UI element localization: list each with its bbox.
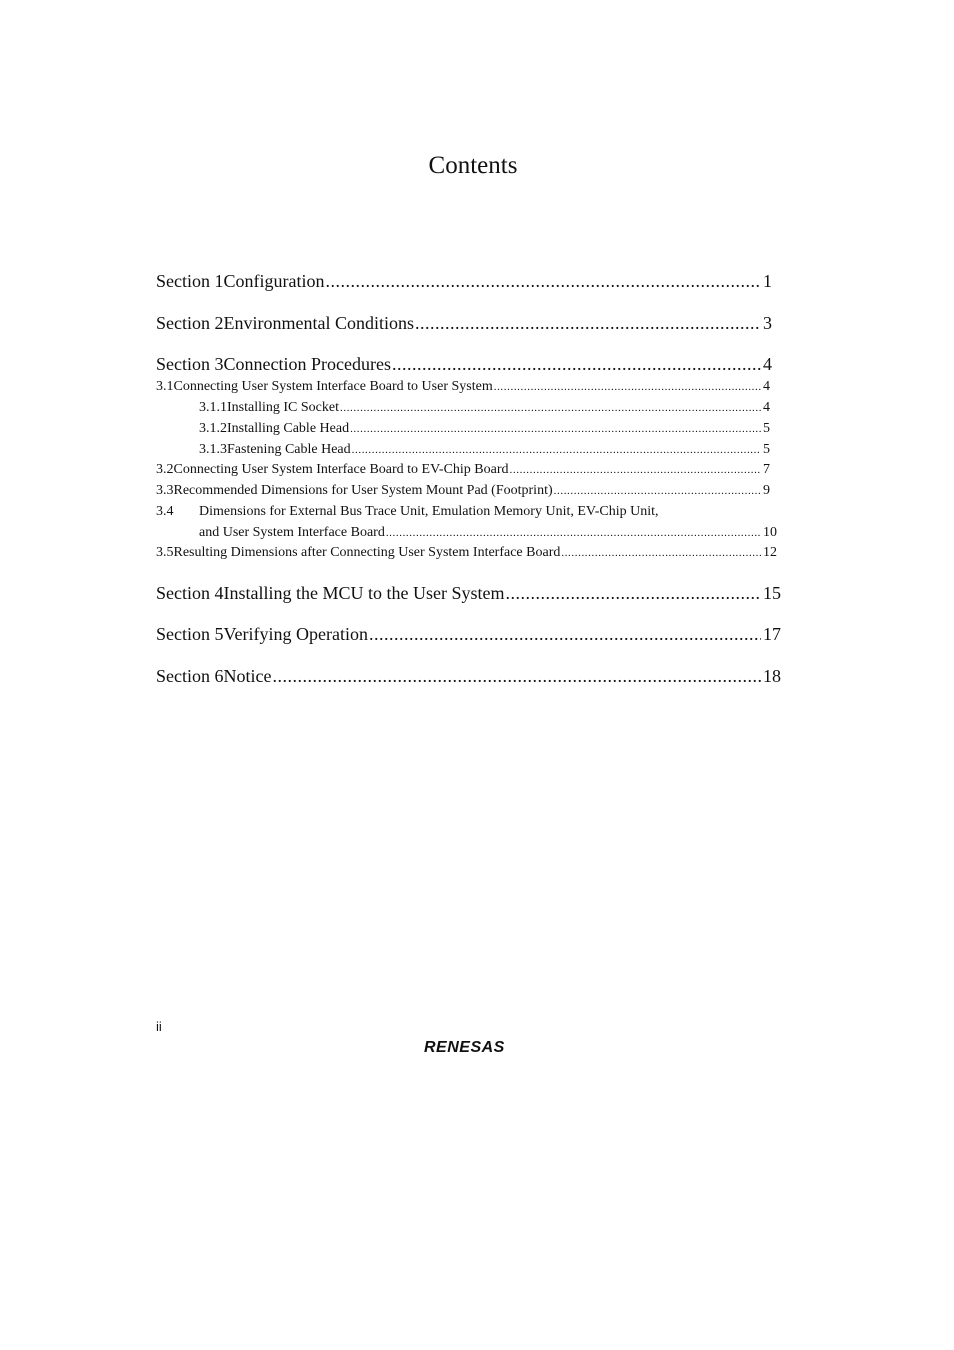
leader-dots xyxy=(340,400,761,416)
toc-entry-section-1[interactable] xyxy=(156,271,781,292)
toc-label: Connecting User System Interface Board to User System xyxy=(173,379,493,394)
leader-dots xyxy=(415,313,761,334)
toc-entry-section-5[interactable] xyxy=(156,624,781,645)
leader-dots xyxy=(352,442,761,458)
toc-page: 17 xyxy=(763,624,781,644)
toc-label: Installing the MCU to the User System xyxy=(223,583,505,603)
toc-page: 12 xyxy=(763,545,777,560)
toc-label: Connecting User System Interface Board to EV-Chip Board xyxy=(173,462,509,477)
leader-dots xyxy=(392,354,761,375)
toc-page: 9 xyxy=(763,483,770,498)
toc-entry-3-1-3[interactable] xyxy=(156,442,781,458)
toc-label: Installing IC Socket xyxy=(227,400,339,415)
leader-dots xyxy=(554,483,761,499)
toc-entry-3-1-1[interactable] xyxy=(156,400,781,416)
toc-label: Environmental Conditions xyxy=(223,313,414,333)
toc-page: 4 xyxy=(763,400,770,415)
page-title: Contents xyxy=(428,152,518,179)
toc-label: Recommended Dimensions for User System Mount Pad (Footprint) xyxy=(173,483,553,498)
toc-number: Section 5 xyxy=(156,624,224,644)
renesas-logo xyxy=(424,1036,524,1056)
toc-entry-3-1-2[interactable] xyxy=(156,421,781,437)
toc-number: 3.4 xyxy=(156,504,174,519)
toc-number: 3.5 xyxy=(156,545,174,560)
toc-number: 3.1.1 xyxy=(199,400,227,415)
toc-number: Section 1 xyxy=(156,271,224,291)
toc-label: Configuration xyxy=(223,271,325,291)
toc-page: 18 xyxy=(763,666,781,686)
leader-dots xyxy=(350,421,761,437)
toc-page: 5 xyxy=(763,442,770,457)
toc-entry-section-4[interactable] xyxy=(156,583,781,604)
toc-label: and User System Interface Board xyxy=(199,525,385,540)
toc-entry-section-6[interactable] xyxy=(156,666,781,687)
toc-number: Section 2 xyxy=(156,313,224,333)
toc-label: Fastening Cable Head xyxy=(227,442,351,457)
leader-dots xyxy=(272,666,761,687)
toc-number: Section 6 xyxy=(156,666,224,686)
toc-page: 15 xyxy=(763,583,781,603)
toc-page: 5 xyxy=(763,421,770,436)
toc-entry-section-3[interactable] xyxy=(156,354,781,375)
page-number: ii xyxy=(156,1019,162,1034)
leader-dots xyxy=(369,624,761,645)
toc-label: Verifying Operation xyxy=(223,624,368,644)
toc-page: 10 xyxy=(763,525,777,540)
toc-entry-section-2[interactable] xyxy=(156,313,781,334)
toc-number: 3.2 xyxy=(156,462,174,477)
toc-label: Installing Cable Head xyxy=(227,421,350,436)
leader-dots xyxy=(561,545,761,561)
toc-entry-3-5[interactable] xyxy=(156,545,781,561)
logo-text: RENESAS xyxy=(424,1039,505,1056)
toc-page: 7 xyxy=(763,462,770,477)
toc-number: 3.1 xyxy=(156,379,174,394)
toc-label: Dimensions for External Bus Trace Unit, Emulation Memory Unit, EV-Chip Unit, xyxy=(199,504,659,519)
toc-entry-3-3[interactable] xyxy=(156,483,781,499)
toc-entry-3-2[interactable] xyxy=(156,462,781,478)
leader-dots xyxy=(505,583,761,604)
toc-page: 3 xyxy=(763,313,772,333)
leader-dots xyxy=(494,379,761,395)
toc-page: 1 xyxy=(763,271,772,291)
leader-dots xyxy=(510,462,761,478)
toc-number: 3.1.2 xyxy=(199,421,227,436)
toc-number: 3.1.3 xyxy=(199,442,227,457)
toc-number: Section 3 xyxy=(156,354,224,374)
leader-dots xyxy=(326,271,762,292)
toc-number: 3.3 xyxy=(156,483,174,498)
toc-label: Notice xyxy=(223,666,272,686)
leader-dots xyxy=(386,525,761,541)
toc-label: Connection Procedures xyxy=(223,354,391,374)
toc-label: Resulting Dimensions after Connecting User System Interface Board xyxy=(173,545,561,560)
toc-number: Section 4 xyxy=(156,583,224,603)
toc-page: 4 xyxy=(763,379,770,394)
toc-entry-3-1[interactable] xyxy=(156,379,781,395)
toc-entry-3-4-continued[interactable] xyxy=(156,525,781,541)
toc-page: 4 xyxy=(763,354,772,374)
toc-entry-3-4[interactable] xyxy=(156,504,781,520)
